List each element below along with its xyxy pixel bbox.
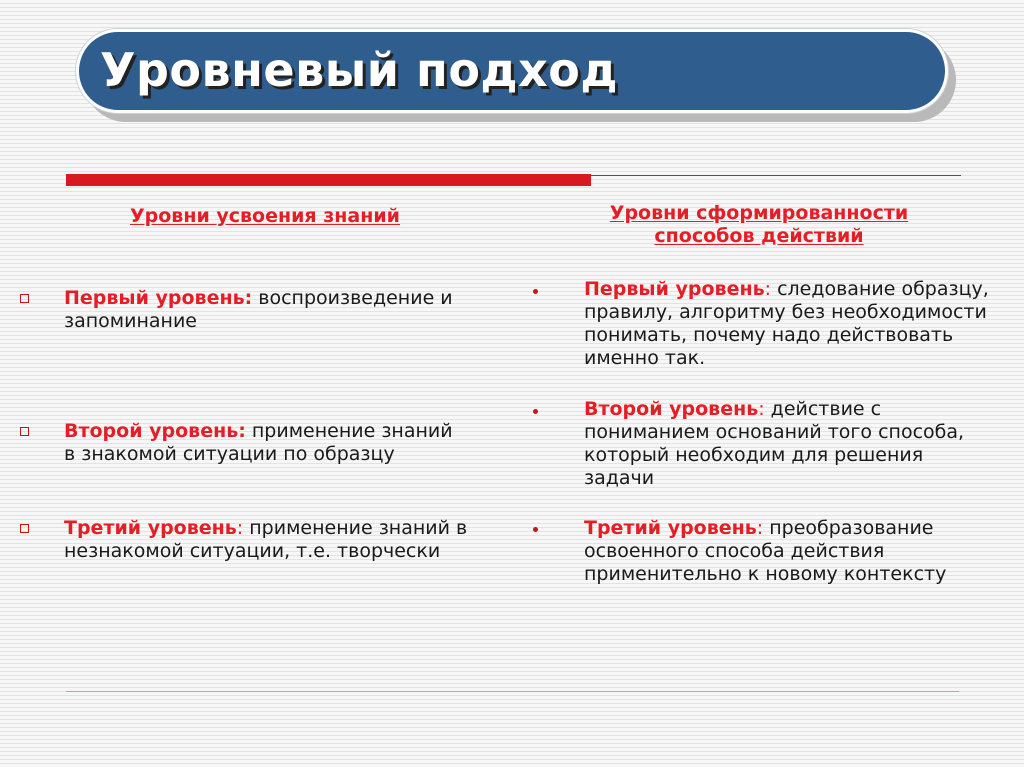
left-column-header: Уровни усвоения знаний [130, 205, 400, 227]
square-bullet-icon [20, 427, 29, 436]
left-item-3 [64, 517, 504, 563]
left-item-1 [64, 287, 524, 333]
square-bullet-icon [20, 524, 29, 533]
left-item-2-text: применение знаний в знакомой ситуации по образцу [64, 420, 453, 465]
right-item-1-label: Первый уровень [584, 278, 765, 300]
right-header-line-1: Уровни сформированности [609, 202, 909, 224]
left-item-1-label: Первый уровень: [64, 287, 253, 309]
left-item-3-text: применение знаний в незнакомой ситуации, т.е. творчески [64, 517, 468, 562]
right-item-3 [584, 517, 999, 586]
slide-title: Уровневый подход [100, 43, 618, 97]
right-item-3-text: преобразование освоенного способа действия применительно к новому контексту [584, 517, 947, 585]
right-item-1 [584, 278, 989, 370]
bottom-divider [66, 691, 959, 692]
right-column-header [570, 202, 948, 248]
right-item-2 [584, 398, 989, 490]
dot-bullet-icon [533, 409, 538, 414]
right-item-2-text: действие с пониманием оснований того способа, который необходим для решения задачи [584, 398, 965, 489]
left-item-3-colon: : [236, 517, 244, 539]
right-item-1-text: следование образцу, правилу, алгоритму без необходимости понимать, почему надо действовать именно так. [584, 278, 989, 369]
right-item-2-label: Второй уровень [584, 398, 759, 420]
left-item-3-label: Третий уровень [64, 517, 237, 539]
left-item-2 [64, 420, 464, 466]
left-item-2-label: Второй уровень: [64, 420, 246, 442]
red-divider-thick [66, 174, 591, 186]
right-item-1-colon: : [764, 278, 772, 300]
square-bullet-icon [20, 294, 29, 303]
right-item-3-colon: : [756, 517, 764, 539]
dot-bullet-icon [533, 289, 538, 294]
right-item-3-label: Третий уровень [584, 517, 757, 539]
left-item-1-text: воспроизведение и запоминание [64, 287, 453, 332]
dot-bullet-icon [533, 527, 538, 532]
right-header-line-2: способов действий [654, 225, 864, 247]
right-item-2-colon: : [758, 398, 765, 420]
red-divider-thin [591, 175, 961, 176]
